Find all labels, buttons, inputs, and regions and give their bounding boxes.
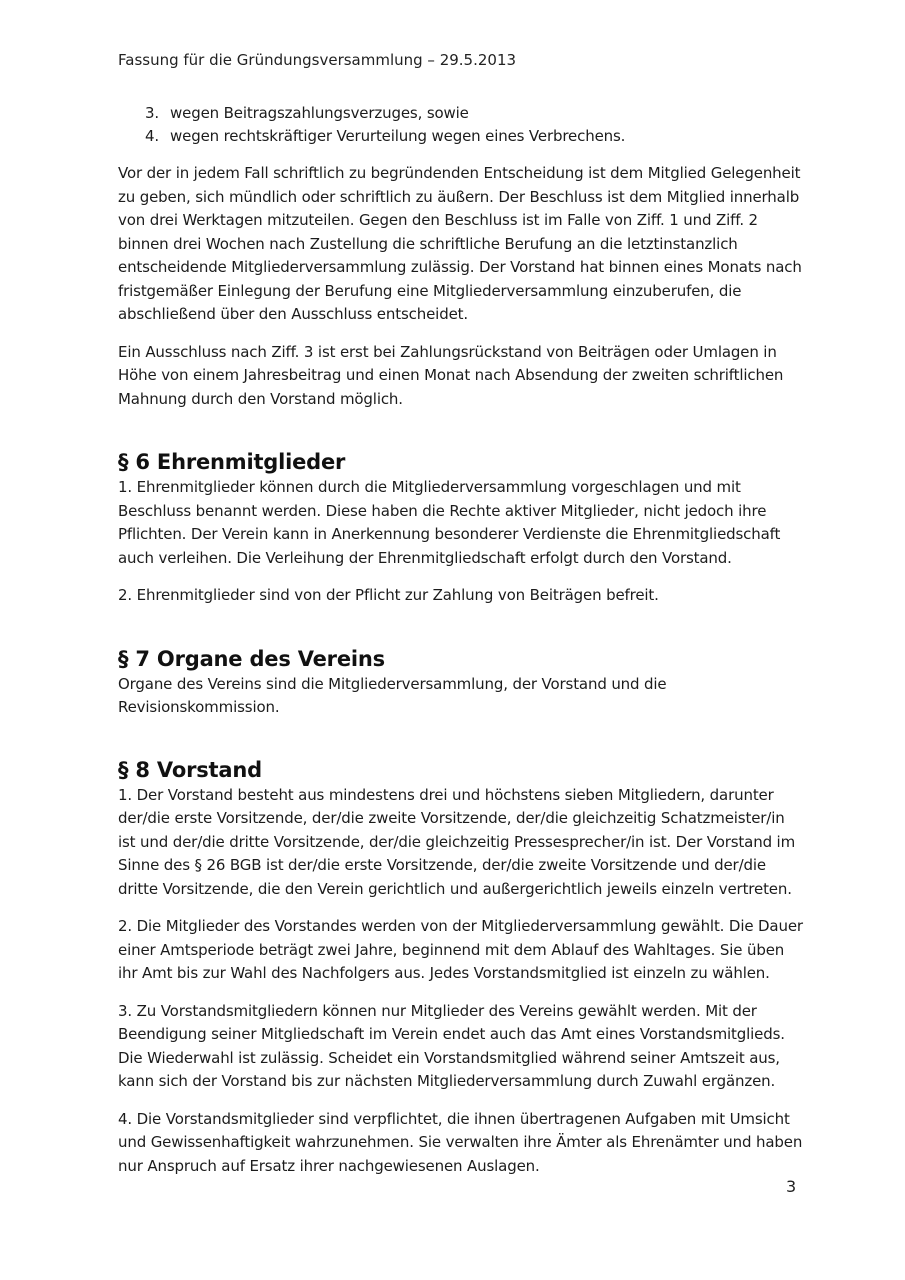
exclusion-paragraph: Ein Ausschluss nach Ziff. 3 ist erst bei Zahlungsrückstand von Beiträgen oder Umlagen in Höhe von einem Jahresbeitrag und einen Monat nach Absendung der zweiten schriftlichen Mahnung durch den Vorstand möglich. — [118, 342, 784, 408]
section-8-paragraph-2: 2. Die Mitglieder des Vorstandes werden von der Mitgliederversammlung gewählt. Die Dauer einer Amtsperiode beträgt zwei Jahre, beginnend mit dem Ablauf des Wahltages. Sie üben ihr Amt bis zur Wahl des Nachfolgers aus. Jedes Vorstandsmitglied ist einzeln zu wählen. — [118, 917, 803, 982]
list-item-number: 3. — [145, 104, 160, 122]
page-number: 3 — [786, 1177, 797, 1196]
section-6-heading: § 6 Ehrenmitglieder — [118, 450, 346, 474]
page-content — [118, 102, 806, 1178]
section-8-paragraph-3: 3. Zu Vorstandsmitgliedern können nur Mitglieder des Vereins gewählt werden. Mit der Beendigung seiner Mitgliedschaft im Verein endet auch das Amt eines Vorstandsmitglieds. Die Wiederwahl ist zulässig. Scheidet ein Vorstandsmitglied während seiner Amtszeit aus, kann sich der Vorstand bis zur nächsten Mitgliederversammlung durch Zuwahl ergänzen. — [118, 1001, 785, 1090]
page-header: Fassung für die Gründungsversammlung – 29.5.2013 — [118, 51, 517, 69]
section-7-paragraph-1: Organe des Vereins sind die Mitgliederversammlung, der Vorstand und die Revisionskommission. — [118, 674, 667, 716]
section-6-paragraph-2: 2. Ehrenmitglieder sind von der Pflicht zur Zahlung von Beiträgen befreit. — [118, 586, 659, 604]
section-8-paragraph-4: 4. Die Vorstandsmitglieder sind verpflichtet, die ihnen übertragenen Aufgaben mit Umsicht und Gewissenhaftigkeit wahrzunehmen. Sie verwalten ihre Ämter als Ehrenämter und haben nur Anspruch auf Ersatz ihrer nachgewiesenen Auslagen. — [118, 1109, 803, 1175]
section-8-paragraph-1: 1. Der Vorstand besteht aus mindestens drei und höchstens sieben Mitgliedern, darunter der/die erste Vorsitzende, der/die zweite Vorsitzende, der/die gleichzeitig Schatzmeister/in ist und der/die dritte Vorsitzende, der/die gleichzeitig Pressesprecher/in ist. Der Vorstand im Sinne des § 26 BGB ist der/die erste Vorsitzende, der/die zweite Vorsitzende und der/die dritte Vorsitzende, die den Verein gerichtlich und außergerichtlich jeweils einzeln vertreten. — [118, 785, 796, 898]
section-8-heading: § 8 Vorstand — [118, 757, 262, 782]
list-item-number: 4. — [145, 127, 160, 145]
list-item — [118, 102, 806, 125]
decision-paragraph: Vor der in jedem Fall schriftlich zu begründenden Entscheidung ist dem Mitglied Gelegenheit zu geben, sich mündlich oder schriftlich zu äußern. Der Beschluss ist dem Mitglied innerhalb von drei Werktagen mitzuteilen. Gegen den Beschluss ist im Falle von Ziff. 1 und Ziff. 2 binnen drei Wochen nach Zustellung die schriftliche Berufung an die letztinstanzlich entscheidende Mitgliederversammlung zulässig. Der Vorstand hat binnen eines Monats nach fristgemäßer Einlegung der Berufung eine Mitgliederversammlung einzuberufen, die abschließend über den Ausschluss entscheidet. — [118, 164, 802, 323]
exclusion-reasons-list — [118, 102, 806, 148]
list-item-text: wegen Beitragszahlungsverzuges, sowie — [170, 104, 469, 122]
section-7-heading: § 7 Organe des Vereins — [118, 646, 385, 671]
list-item-text: wegen rechtskräftiger Verurteilung wegen eines Verbrechens. — [170, 127, 626, 145]
list-item — [118, 125, 806, 148]
section-6-paragraph-1: 1. Ehrenmitglieder können durch die Mitgliederversammlung vorgeschlagen und mit Beschluss benannt werden. Diese haben die Rechte aktiver Mitglieder, nicht jedoch ihre Pflichten. Der Verein kann in Anerkennung besonderer Verdienste die Ehrenmitgliedschaft auch verleihen. Die Verleihung der Ehrenmitgliedschaft erfolgt durch den Vorstand. — [118, 478, 781, 567]
